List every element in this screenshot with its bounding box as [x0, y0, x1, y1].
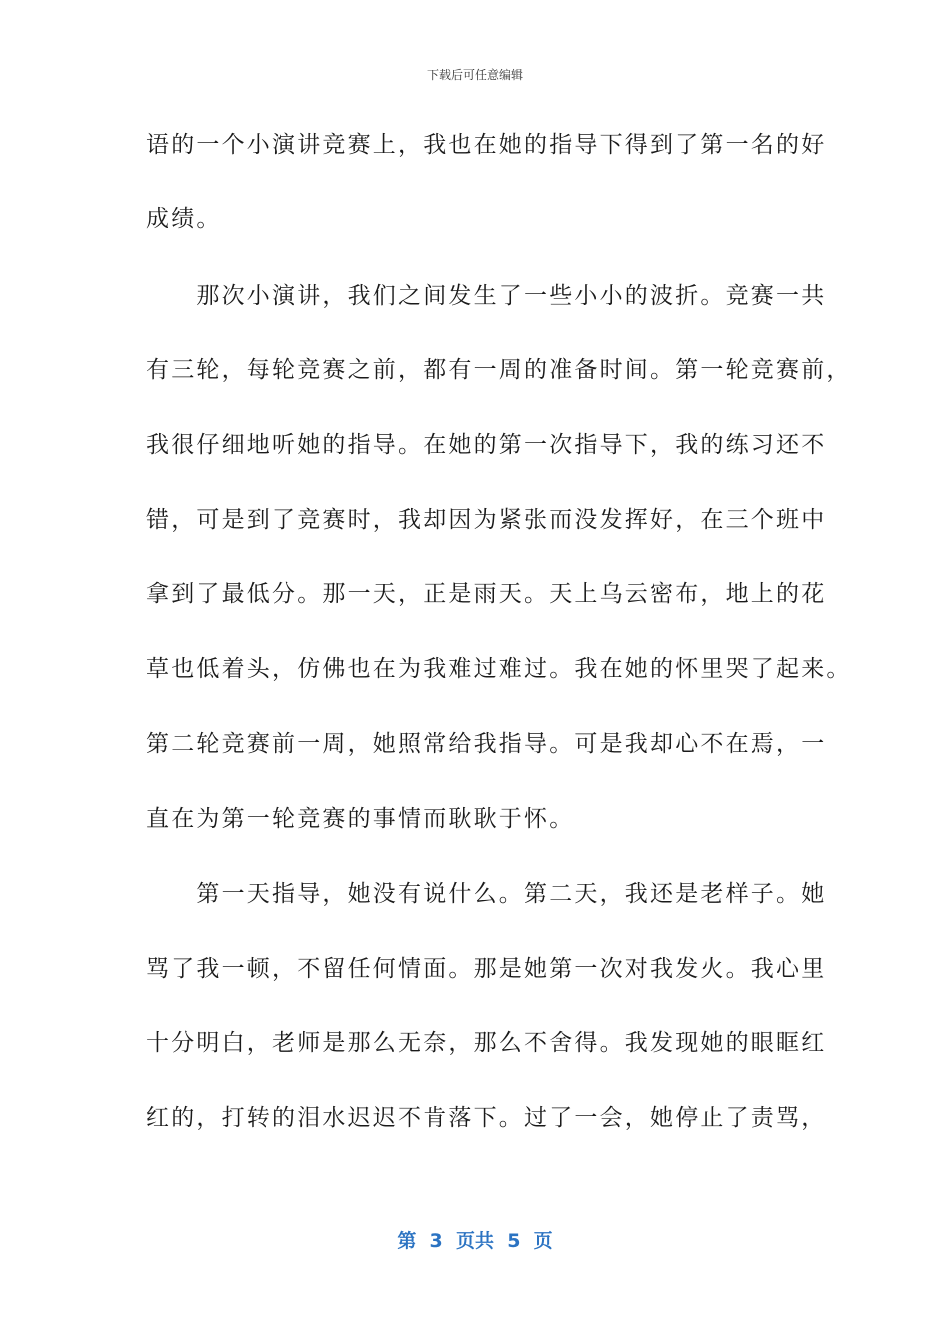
body-line-10: 直在为第一轮竞赛的事情而耿耿于怀。 — [146, 806, 575, 832]
body-line-1: 语的一个小演讲竞赛上，我也在她的指导下得到了第一名的好 — [146, 132, 827, 158]
body-line-2: 成绩。 — [146, 206, 222, 232]
page-number-footer: 第 3 页共 5 页 — [397, 1230, 553, 1252]
body-line-12: 骂了我一顿，不留任何情面。那是她第一次对我发火。我心里 — [146, 956, 827, 982]
body-line-6: 错，可是到了竞赛时，我却因为紧张而没发挥好，在三个班中 — [146, 507, 827, 533]
body-line-7: 拿到了最低分。那一天，正是雨天。天上乌云密布，地上的花 — [146, 581, 827, 607]
body-line-9: 第二轮竞赛前一周，她照常给我指导。可是我却心不在焉，一 — [146, 731, 827, 757]
body-line-8: 草也低着头，仿佛也在为我难过难过。我在她的怀里哭了起来。 — [146, 656, 852, 682]
body-line-11: 第一天指导，她没有说什么。第二天，我还是老样子。她 — [146, 881, 827, 907]
body-line-3: 那次小演讲，我们之间发生了一些小小的波折。竞赛一共 — [146, 283, 827, 309]
body-line-13: 十分明白，老师是那么无奈，那么不舍得。我发现她的眼眶红 — [146, 1030, 827, 1056]
body-line-14: 红的，打转的泪水迟迟不肯落下。过了一会，她停止了责骂， — [146, 1105, 827, 1131]
page-header: 下载后可任意编辑 — [426, 68, 523, 82]
body-line-4: 有三轮，每轮竞赛之前，都有一周的准备时间。第一轮竞赛前， — [146, 357, 852, 383]
body-line-5: 我很仔细地听她的指导。在她的第一次指导下，我的练习还不 — [146, 432, 827, 458]
